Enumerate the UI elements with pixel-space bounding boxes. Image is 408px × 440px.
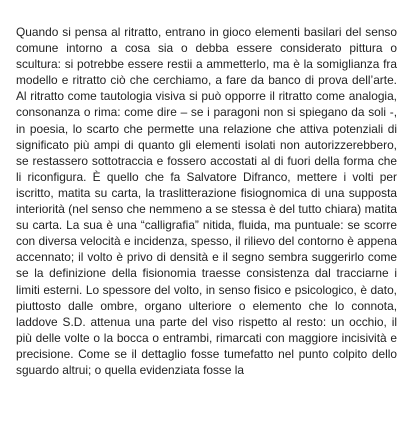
article-paragraph: Quando si pensa al ritratto, entrano in gioco elementi basilari del senso comune intorno a cosa sia o debba essere considerato pittura o scultura: si potrebbe essere restii a ammetterlo, ma è la somiglianza fra modello e ritratto ciò che cerchiamo, a fare da banco di prova dell’arte. Al ritratto come tautologia visiva si può opporre il ritratto come analogia, consonanza o rima: come dire – se i paragoni non si spiegano da soli -, in poesia, lo scarto che permette una relazione che attiva potenziali di significato più ampi di quanto gli elementi isolati non autorizzerebbero, se restassero sottotraccia e fossero accostati al di fuori della forma che li riconfigura. È quello che fa Salvatore Difranco, mettere i volti per iscritto, matita su carta, la traslitterazione fisiognomica di una supposta interiorità (nel senso che nemmeno a se stessa è del tutto chiara) matita su carta. La sua è una “calligrafia” nitida, fluida, ma puntuale: se scorre con diversa velocità e incidenza, spesso, il rilievo del contorno è appena accennato; il volto è privo di densità e il segno sembra suggerirlo come se la definizione della fisionomia traesse consistenza dal tracciarne i limiti esterni. Lo spessore del volto, in senso fisico e psicologico, è dato, piuttosto dalle ombre, organo ulteriore o elemento che lo connota, laddove S.D. attenua una parte del viso rispetto al resto: un occhio, il più delle volte o la bocca o entrambi, rimarcati con maggiore incisività e precisione. Come se il dettaglio fosse tumefatto nel punto colpito dello sguardo altrui; o quella evidenziata fosse la (16, 25, 397, 377)
